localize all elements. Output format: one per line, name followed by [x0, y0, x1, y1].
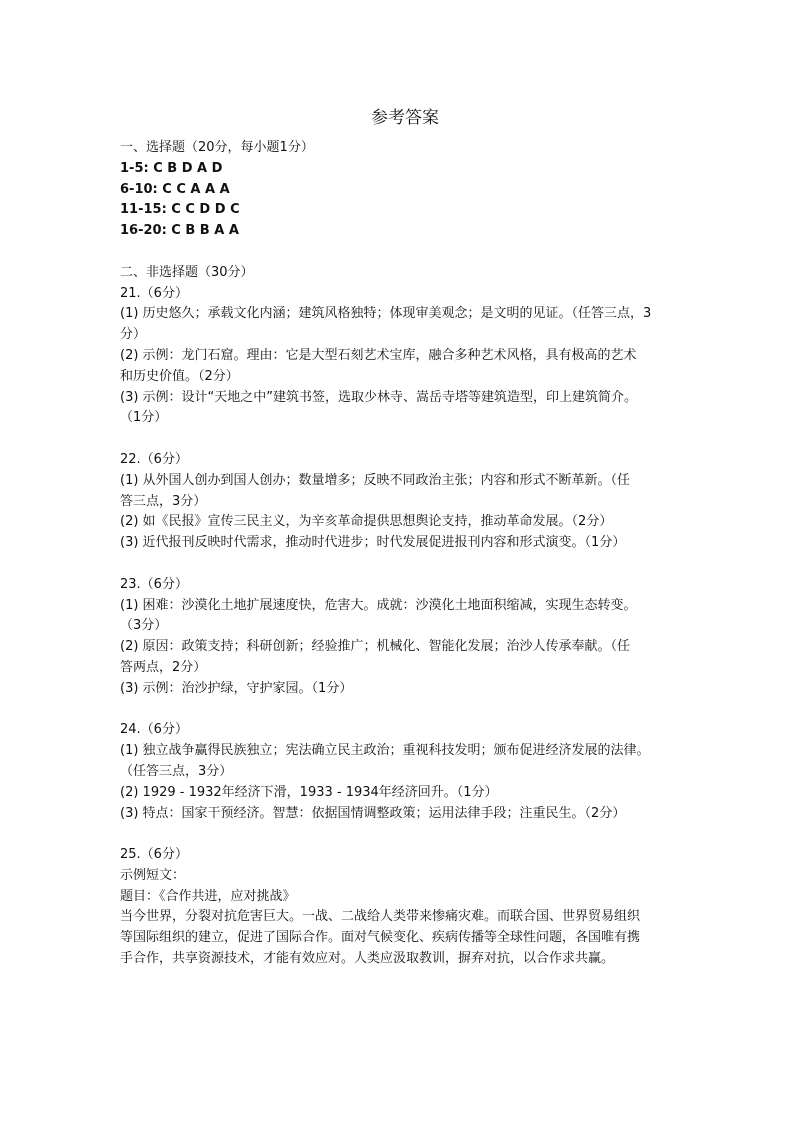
answer-line: 题目：《合作共进，应对挑战》	[120, 888, 296, 904]
answer-line: （1分）	[120, 410, 168, 426]
answer-line: (2) 示例：龙门石窟。理由：它是大型石刻艺术宝库，融合多种艺术风格，具有极高的艺术	[120, 347, 637, 363]
question-21	[120, 284, 690, 430]
answer-line: 等国际组织的建立，促进了国际合作。面对气候变化、疾病传播等全球性问题，各国唯有携	[120, 930, 641, 946]
answer-line: 手合作，共享资源技术，才能有效应对。人类应汲取教训，摒弃对抗，以合作求共赢。	[120, 951, 615, 967]
question-24	[120, 720, 690, 824]
answer-line: 答两点，2分）	[120, 659, 207, 675]
answer-line: (3) 示例：设计“天地之中”建筑书签，选取少林寺、嵩岳寺塔等建筑造型，印上建筑简介。	[120, 389, 638, 405]
spacer	[120, 242, 690, 263]
answer-row: 1-5: C B D A D	[120, 160, 223, 176]
answer-line: (1) 困难：沙漠化土地扩展速度快，危害大。成就：沙漠化土地面积缩减，实现生态转变。	[120, 597, 637, 613]
section-multiple-choice	[120, 138, 690, 242]
spacer	[120, 554, 690, 575]
answer-line: (1) 从外国人创办到国人创办；数量增多；反映不同政治主张；内容和形式不断革新。（任	[120, 472, 631, 488]
spacer	[120, 824, 690, 845]
spacer	[120, 429, 690, 450]
answer-line: (2) 1929 - 1932年经济下滑，1933 - 1934年经济回升。（1分）	[120, 784, 498, 800]
answer-row: 16-20: C B B A A	[120, 223, 239, 239]
answer-line: (2) 如《民报》宣传三民主义，为辛亥革命提供思想舆论支持，推动革命发展。（2分）	[120, 514, 613, 530]
question-23	[120, 575, 690, 700]
question-number: 22.（6分）	[120, 451, 188, 467]
answer-line: (3) 特点：国家干预经济。智慧：依据国情调整政策；运用法律手段；注重民生。（2分）	[120, 805, 626, 821]
question-22	[120, 450, 690, 554]
answer-line: (2) 原因：政策支持；科研创新；经验推广；机械化、智能化发展；治沙人传承奉献。（任	[120, 639, 631, 655]
question-number: 25.（6分）	[120, 847, 188, 863]
answer-line: 和历史价值。（2分）	[120, 368, 239, 384]
question-number: 23.（6分）	[120, 576, 188, 592]
section-heading: 二、非选择题（30分）	[120, 264, 254, 280]
answer-line: (3) 近代报刊反映时代需求，推动时代进步；时代发展促进报刊内容和形式演变。（1分）	[120, 535, 626, 551]
question-25	[120, 845, 690, 970]
section-non-choice	[120, 263, 690, 970]
question-number: 24.（6分）	[120, 722, 188, 738]
page-title: 参考答案	[371, 108, 439, 128]
answer-line: 答三点，3分）	[120, 493, 207, 509]
answer-line: (1) 独立战争赢得民族独立；宪法确立民主政治；重视科技发明；颁布促进经济发展的法律。	[120, 743, 650, 759]
answer-row: 11-15: C C D D C	[120, 202, 240, 218]
question-number: 21.（6分）	[120, 285, 188, 301]
answer-line: （3分）	[120, 618, 168, 634]
answer-line: （任答三点，3分）	[120, 763, 233, 779]
answer-row: 6-10: C C A A A	[120, 181, 230, 197]
answer-line: 分）	[120, 327, 147, 343]
spacer	[120, 700, 690, 721]
document-body	[120, 104, 690, 970]
answer-line: 示例短文：	[120, 867, 186, 883]
answer-line: 当今世界，分裂对抗危害巨大。一战、二战给人类带来惨痛灾难。而联合国、世界贸易组织	[120, 909, 641, 925]
answer-line: (1) 历史悠久；承载文化内涵；建筑风格独特；体现审美观念；是文明的见证。（任答三点，3	[120, 306, 652, 322]
section-heading: 一、选择题（20分，每小题1分）	[120, 140, 314, 155]
answer-line: (3) 示例：治沙护绿，守护家园。（1分）	[120, 680, 353, 696]
